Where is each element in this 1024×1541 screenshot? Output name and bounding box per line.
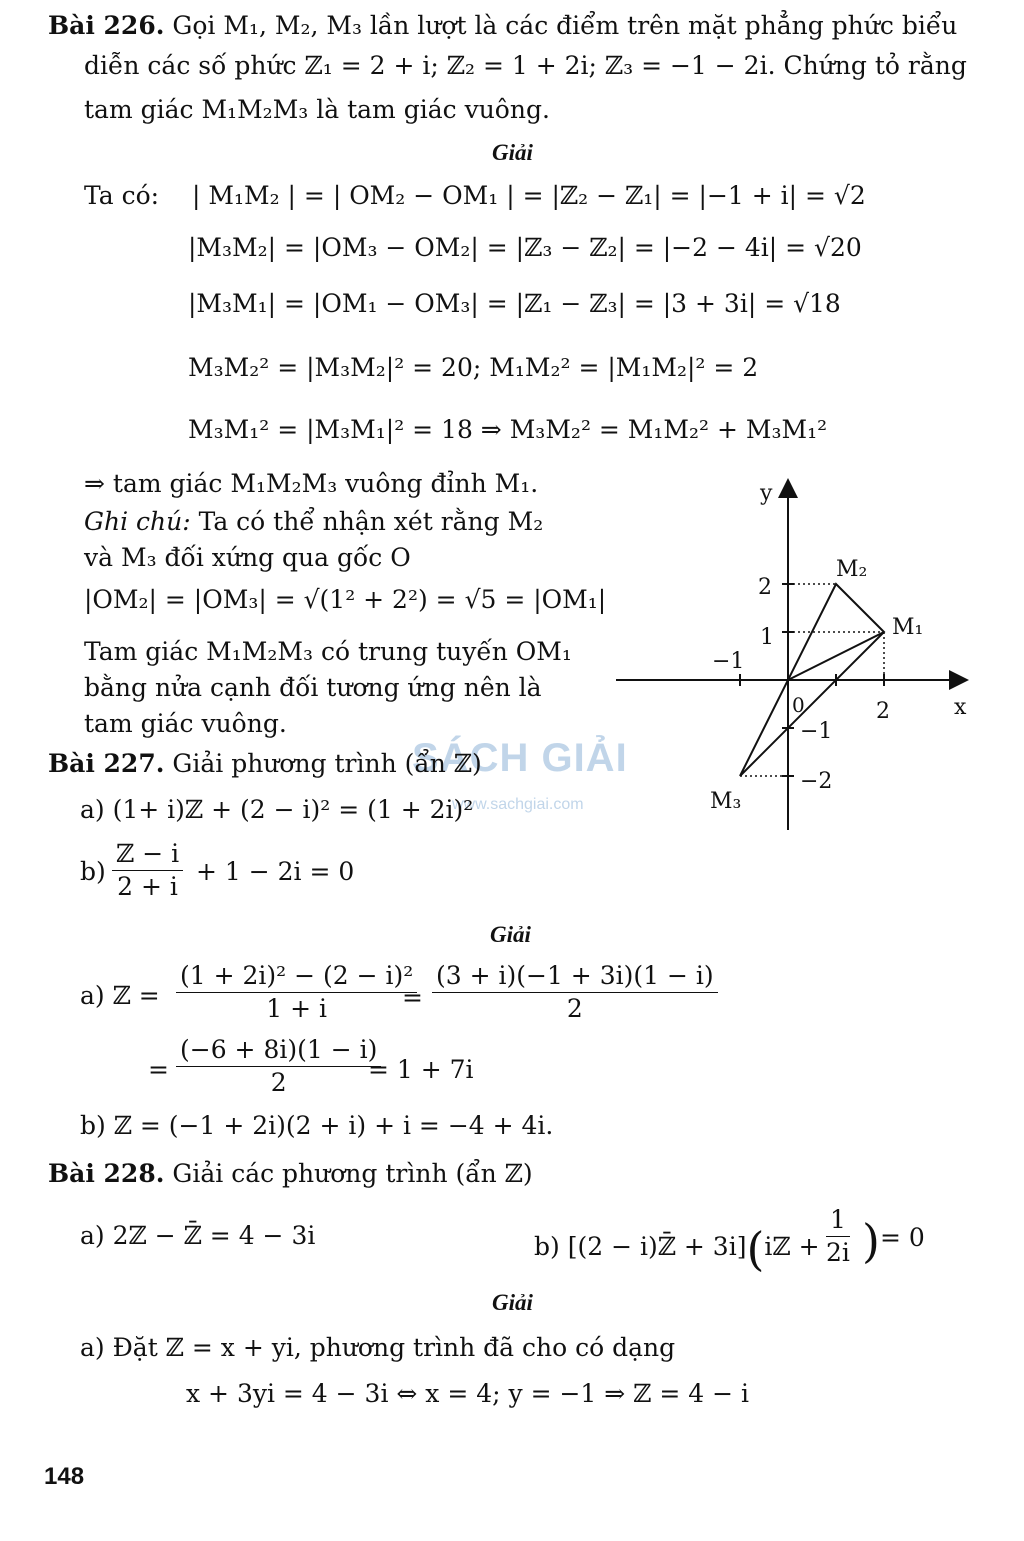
problem-226-title: Bài 226. [48,11,165,40]
problem-228-b-fraction [826,1206,850,1266]
note-line-2: và M₃ đối xứng qua gốc O [84,543,411,572]
solution-227b: b) ℤ = (−1 + 2i)(2 + i) + i = −4 + 4i. [80,1111,554,1140]
fraction-denominator: 2 [270,1067,287,1097]
part-b-iz: iℤ + [764,1232,820,1261]
solution-227a-fraction-3 [176,1036,381,1096]
problem-228-part-a: a) 2ℤ − ℤ̄ = 4 − 3i [80,1221,316,1250]
equation-m3m1: |M₃M₁| = |OM₁ − OM₃| = |ℤ₁ − ℤ₃| = |3 + 3i| = √18 [188,289,841,318]
x-axis-label: x [954,695,967,720]
solution-227a-fraction-2 [432,962,718,1022]
fraction-denominator: 2i [826,1237,850,1267]
solution-228a-line-1: a) Đặt ℤ = x + yi, phương trình đã cho có dạng [80,1333,676,1362]
solution-heading-227: Giải [490,922,531,947]
problem-227-line [48,750,482,778]
fraction-denominator: 2 [566,993,583,1023]
problem-228-title: Bài 228. [48,1159,165,1188]
closing-paren: ) [862,1214,880,1268]
complex-plane-figure [600,470,990,840]
problem-226-statement-2: diễn các số phức ℤ₁ = 2 + i; ℤ₂ = 1 + 2i; ℤ₃ = −1 − 2i. Chứng tỏ rằng [84,51,967,80]
fraction-numerator: (−6 + 8i)(1 − i) [176,1036,381,1067]
problem-226-line-1 [48,12,957,40]
fraction-numerator: (3 + i)(−1 + 3i)(1 − i) [432,962,718,993]
fraction-numerator: ℤ − i [112,840,183,871]
tick-label-ym2: −2 [800,769,833,794]
problem-227-title: Bài 227. [48,749,165,778]
conclusion-226: ⇒ tam giác M₁M₂M₃ vuông đỉnh M₁. [84,469,539,498]
problem-227-statement: Giải phương trình (ẩn ℤ) [172,749,482,778]
problem-227-part-b-label: b) [80,857,106,886]
tick-label-ym1: −1 [800,719,833,744]
point-label-m3: M₃ [710,789,742,814]
tick-label-y2: 2 [758,575,772,600]
watermark-logo: SÁCH GIẢI [412,736,628,780]
tick-label-xm1: −1 [712,649,745,674]
fraction-denominator: 1 + i [266,993,328,1023]
fraction-denominator: 2 + i [117,871,178,901]
ta-co-label: Ta có: [84,181,160,210]
note-line-6: tam giác vuông. [84,709,287,738]
equation-squares-2: M₃M₁² = |M₃M₁|² = 18 ⇒ M₃M₂² = M₁M₂² + M₃M₁² [188,415,828,444]
note-line-1 [84,508,543,536]
solution-heading-226: Giải [492,140,533,165]
problem-226-statement-1: Gọi M₁, M₂, M₃ lần lượt là các điểm trên mặt phẳng phức biểu [172,11,958,40]
note-label: Ghi chú: [84,507,191,536]
note-text-1: Ta có thể nhận xét rằng M₂ [198,507,544,536]
equals-sign: = [402,983,423,1012]
problem-228-line [48,1160,533,1188]
solution-227a-result: = 1 + 7i [368,1055,474,1084]
tick-label-x2: 2 [876,699,890,724]
median-om1 [788,632,884,680]
problem-227-part-b-fraction [112,840,183,900]
solution-228a-line-2: x + 3yi = 4 − 3i ⇔ x = 4; y = −1 ⇒ ℤ = 4 − i [186,1379,750,1408]
equals-sign-2: = [148,1055,169,1084]
problem-228-statement: Giải các phương trình (ẩn ℤ) [172,1159,533,1188]
note-equation: |OM₂| = |OM₃| = √(1² + 2²) = √5 = |OM₁| [84,585,607,614]
page-number: 148 [44,1463,85,1490]
origin-label: 0 [792,693,805,717]
point-label-m1: M₁ [892,615,924,640]
equation-m1m2: | M₁M₂ | = | OM₂ − OM₁ | = |ℤ₂ − ℤ₁| = |−1 + i| = √2 [192,181,866,210]
equation-squares-1: M₃M₂² = |M₃M₂|² = 20; M₁M₂² = |M₁M₂|² = 2 [188,353,759,382]
solution-heading-228: Giải [492,1290,533,1315]
y-axis-label: y [760,481,773,506]
solution-227a-label: a) ℤ = [80,981,160,1010]
problem-228-b-rest: = 0 [880,1223,925,1252]
solution-227a-fraction-1 [176,962,417,1022]
tick-label-y1: 1 [760,625,774,650]
point-label-m2: M₂ [836,557,868,582]
fraction-numerator: 1 [826,1206,850,1237]
problem-227-part-a: a) (1+ i)ℤ + (2 − i)² = (1 + 2i)² [80,795,474,824]
fraction-numerator: (1 + 2i)² − (2 − i)² [176,962,417,993]
watermark-url: www.sachgiai.com [452,796,584,813]
note-line-5: bằng nửa cạnh đối tương ứng nên là [84,673,542,702]
equation-m3m2: |M₃M₂| = |OM₃ − OM₂| = |ℤ₃ − ℤ₂| = |−2 − 4i| = √20 [188,233,862,262]
part-b-bracket-term: b) [(2 − i)ℤ̄ + 3i] [534,1232,747,1261]
problem-227-part-b-rest: + 1 − 2i = 0 [196,857,355,886]
note-line-4: Tam giác M₁M₂M₃ có trung tuyến OM₁ [84,637,572,666]
problem-226-statement-3: tam giác M₁M₂M₃ là tam giác vuông. [84,95,550,124]
problem-228-part-b: b) [(2 − i)ℤ̄ + 3i](iℤ + [534,1222,820,1276]
